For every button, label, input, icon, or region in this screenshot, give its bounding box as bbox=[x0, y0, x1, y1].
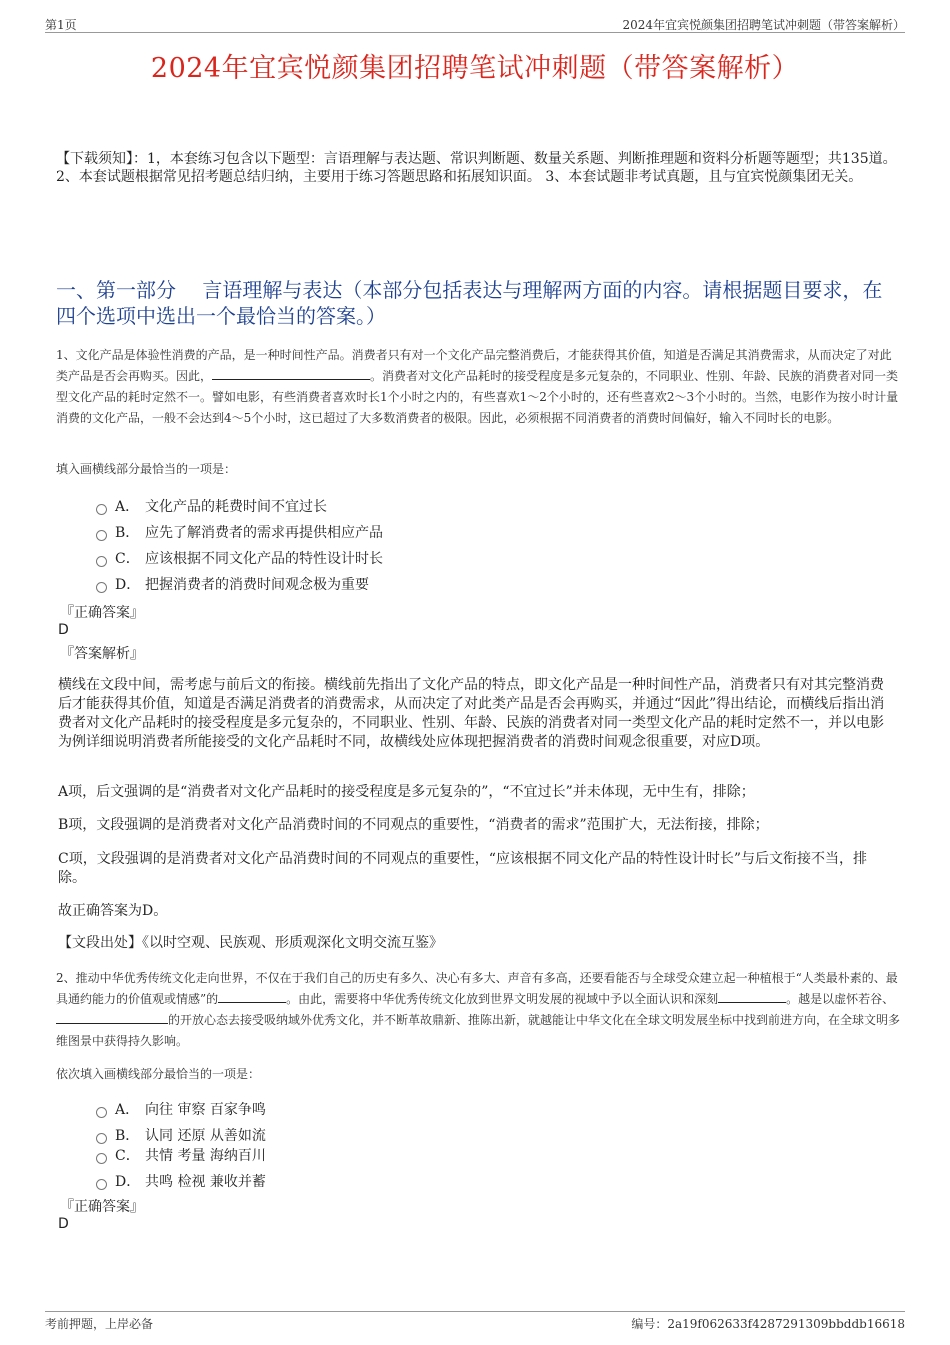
page-number: 第1页 bbox=[45, 18, 77, 32]
question-2-stem: 依次填入画横线部分最恰当的一项是： bbox=[56, 1067, 261, 1081]
radio-icon[interactable] bbox=[96, 1153, 107, 1164]
option-d[interactable]: D． 把握消费者的消费时间观念极为重要 bbox=[96, 571, 383, 597]
fill-blank bbox=[718, 990, 786, 1003]
source-citation: 【文段出处】《以时空观、民族观、形质观深化文明交流互鉴》 bbox=[58, 935, 443, 951]
download-notice: 【下载须知】：1，本套练习包含以下题型：言语理解与表达题、常识判断题、数量关系题、判断推理题和资料分析题等题型；共135道。 2、本套试题根据常见招考题总结归纳，主要用于练习答题思路和拓展知识面。 3、本套试题非考试真题，且与宜宾悦颜集团无关。 bbox=[56, 151, 897, 185]
analysis-paragraph: 横线在文段中间，需考虑与前后文的衔接。横线前先指出了文化产品的特点，即文化产品是一种时间性产品，消费者只有对其完整消费后才能获得其价值，知道是否满足消费者的消费需求，从而决定了对此类产品是否会再购买，并通过“因此”得出结论，而横线后指出消费者对文化产品耗时的接受程度是多元复杂的，不同职业、性别、年龄、民族的消费者对同一类型文化产品的耗时定然不一，并以电影为例详细说明消费者所能接受的文化产品耗时不同，故横线处应体现把握消费者的消费时间观念很重要，对应D项。 bbox=[58, 677, 885, 750]
option-b[interactable]: B． 应先了解消费者的需求再提供相应产品 bbox=[96, 519, 383, 545]
fill-blank bbox=[212, 367, 370, 380]
page-title: 2024年宜宾悦颜集团招聘笔试冲刺题（带答案解析） bbox=[150, 53, 800, 84]
option-c[interactable]: C． 应该根据不同文化产品的特性设计时长 bbox=[96, 545, 383, 571]
option-a[interactable]: A． 向往 审察 百家争鸣 bbox=[96, 1096, 266, 1122]
fill-blank bbox=[218, 990, 286, 1003]
question-1-options bbox=[96, 493, 383, 597]
analysis-option-b: B项，文段强调的是消费者对文化产品消费时间的不同观点的重要性，“消费者的需求”范围扩大，无法衔接，排除； bbox=[58, 817, 769, 833]
document-id: 编号：2a19f062633f4287291309bbddb16618 bbox=[631, 1317, 905, 1331]
radio-icon[interactable] bbox=[96, 1107, 107, 1118]
answer-value: D bbox=[58, 622, 69, 638]
answer-value: D bbox=[58, 1216, 69, 1232]
option-a[interactable]: A． 文化产品的耗费时间不宜过长 bbox=[96, 493, 383, 519]
analysis-label: 『答案解析』 bbox=[60, 646, 144, 662]
analysis-option-a: A项，后文强调的是“消费者对文化产品耗时的接受程度是多元复杂的”，“不宜过长”并未体现，无中生有，排除； bbox=[58, 784, 755, 800]
section-heading: 一、第一部分 言语理解与表达（本部分包括表达与理解两方面的内容。请根据题目要求，在四个选项中选出一个最恰当的答案。） bbox=[56, 278, 883, 328]
analysis-option-c: C项，文段强调的是消费者对文化产品消费时间的不同观点的重要性，“应该根据不同文化产品的特性设计时长”与后文衔接不当，排除。 bbox=[58, 851, 868, 886]
answer-label: 『正确答案』 bbox=[60, 1199, 144, 1215]
radio-icon[interactable] bbox=[96, 582, 107, 593]
radio-icon[interactable] bbox=[96, 556, 107, 567]
question-2-options bbox=[96, 1096, 266, 1194]
option-b[interactable]: B． 认同 还原 从善如流 bbox=[96, 1122, 266, 1148]
radio-icon[interactable] bbox=[96, 504, 107, 515]
page-footer bbox=[45, 1311, 905, 1332]
header-title: 2024年宜宾悦颜集团招聘笔试冲刺题（带答案解析） bbox=[622, 18, 905, 32]
option-c[interactable]: C． 共情 考量 海纳百川 bbox=[96, 1142, 266, 1168]
answer-label: 『正确答案』 bbox=[60, 605, 144, 621]
option-d[interactable]: D． 共鸣 检视 兼收并蓄 bbox=[96, 1168, 266, 1194]
question-1-text: 1、文化产品是体验性消费的产品，是一种时间性产品。消费者只有对一个文化产品完整消费后，才能获得其价值，知道是否满足其消费需求，从而决定了对此类产品是否会再购买。因此， 。消费者对文化产品耗时的接受程度是多元复杂的，不同职业、性别、年龄、民族的消费者对同一类型文化产品的耗时定然不一。譬如电影，有些消费者喜欢时长1个小时之内的，有些喜欢1～2个小时的，还有些喜欢2～3个小时的。当然，电影作为按小时计量消费的文化产品，一般不会达到4～5个小时，这已超过了大多数消费者的极限。因此，必须根据不同消费者的消费时间偏好，输入不同时长的电影。 bbox=[56, 348, 899, 425]
question-2-text: 2、推动中华优秀传统文化走向世界，不仅在于我们自己的历史有多久、决心有多大、声音有多高，还要看能否与全球受众建立起一种植根于“人类最朴素的、最具通约能力的价值观或情感”的 。由此，需要将中华优秀传统文化放到世界文明发展的视域中予以全面认识和深刻 。越是以虚怀若谷、的开放心态去接受吸纳域外优秀文化，并不断革故鼎新、推陈出新，就越能让中华文化在全球文明发展坐标中找到前进方向，在全球文明多维图景中获得持久影响。 bbox=[56, 971, 901, 1048]
analysis-conclusion: 故正确答案为D。 bbox=[58, 903, 168, 919]
radio-icon[interactable] bbox=[96, 1133, 107, 1144]
footer-slogan: 考前押题，上岸必备 bbox=[45, 1317, 154, 1331]
question-1-stem: 填入画横线部分最恰当的一项是： bbox=[56, 462, 237, 476]
radio-icon[interactable] bbox=[96, 530, 107, 541]
fill-blank bbox=[56, 1011, 168, 1024]
radio-icon[interactable] bbox=[96, 1179, 107, 1190]
page-header bbox=[45, 14, 905, 33]
